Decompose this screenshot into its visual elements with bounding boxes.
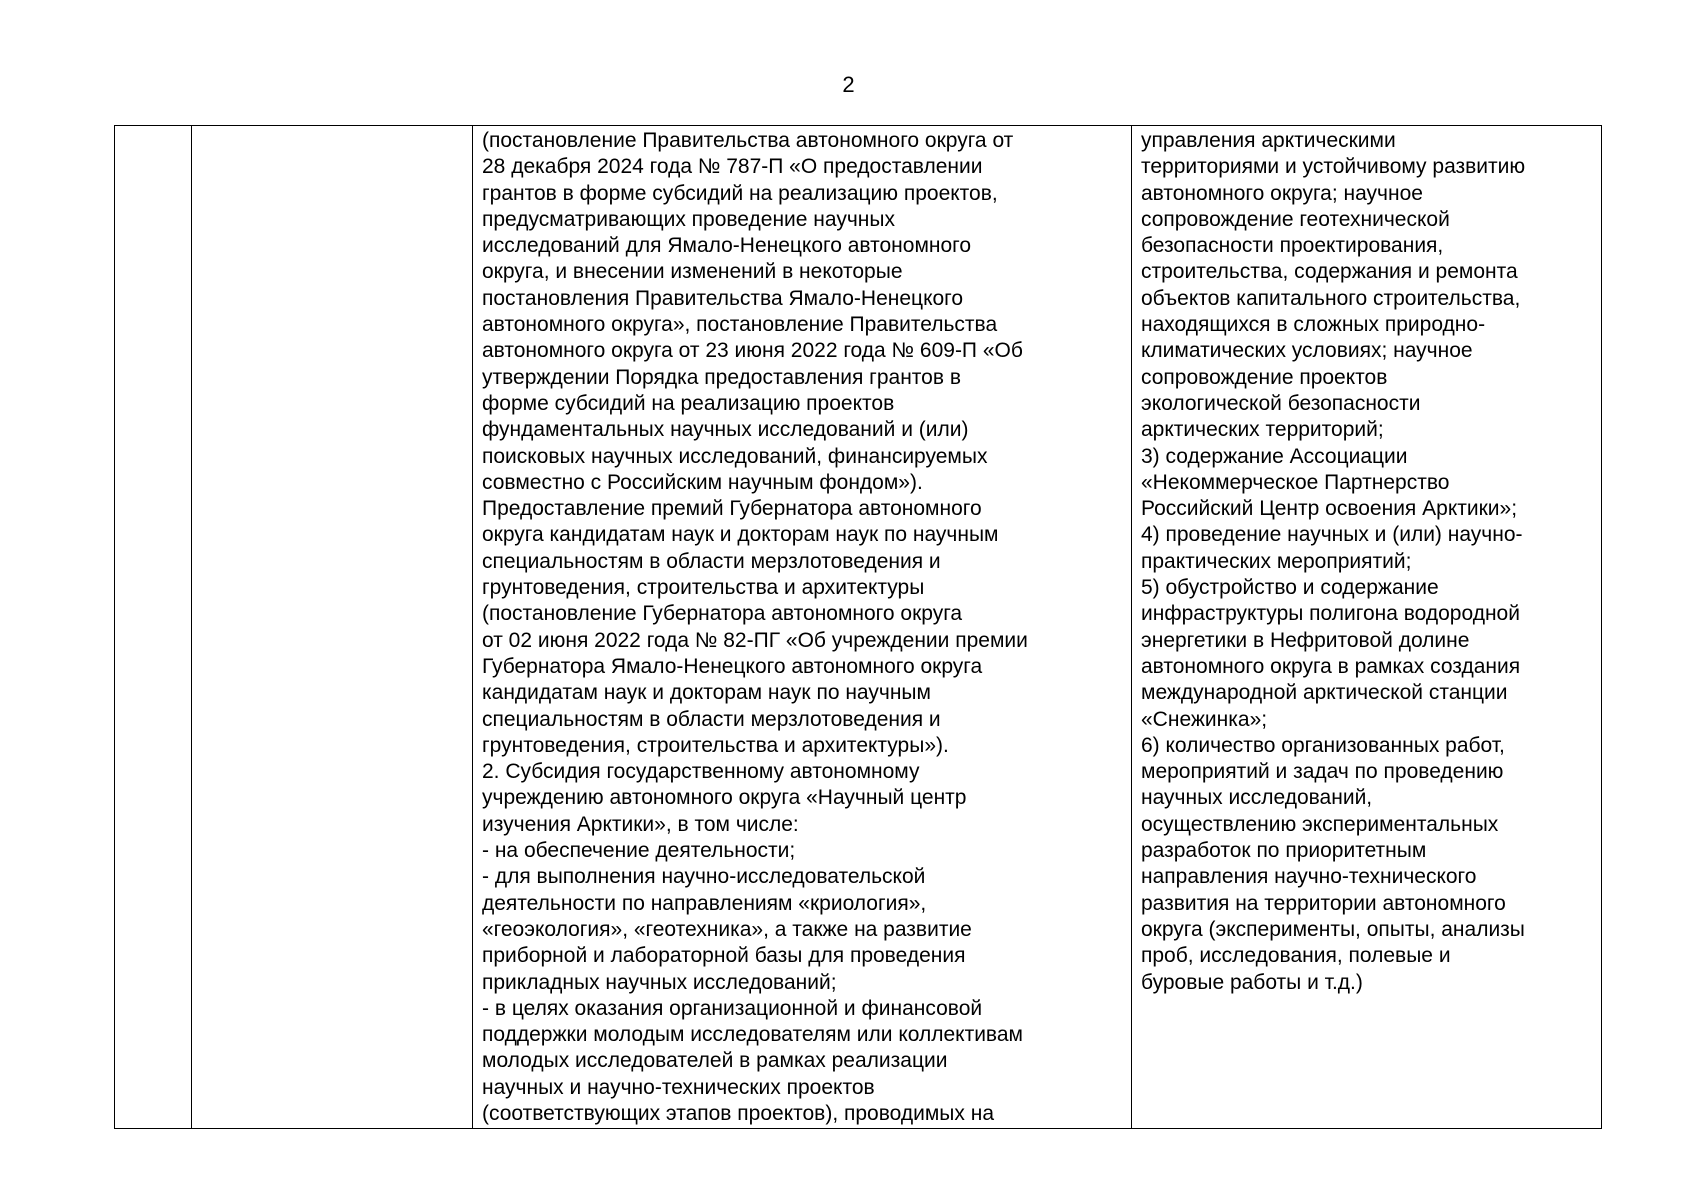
description-line: поисковых научных исследований, финансируемых	[482, 444, 988, 468]
results-line: международной арктической станции	[1141, 681, 1508, 705]
description-line: автономного округа от 23 июня 2022 года № 609-П «Об	[482, 339, 1023, 363]
description-line: от 02 июня 2022 года № 82-ПГ «Об учреждении премии	[482, 628, 1028, 652]
results-line: 6) количество организованных работ,	[1141, 733, 1505, 757]
table-cell-number	[115, 126, 192, 1129]
results-line: проб, исследования, полевые и	[1141, 944, 1451, 968]
description-line: исследований для Ямало-Ненецкого автономного	[482, 234, 972, 258]
results-line: 5) обустройство и содержание	[1141, 576, 1439, 600]
description-line: 2. Субсидия государственному автономному	[482, 760, 920, 784]
description-line: кандидатам наук и докторам наук по научным	[482, 681, 931, 705]
table-cell-name	[192, 126, 473, 1129]
results-line: буровые работы и т.д.)	[1141, 970, 1363, 994]
description-line: Губернатора Ямало-Ненецкого автономного округа	[482, 654, 983, 678]
description-line: округа кандидатам наук и докторам наук по научным	[482, 523, 999, 547]
results-line: «Некоммерческое Партнерство	[1141, 470, 1450, 494]
description-line: учреждению автономного округа «Научный центр	[482, 786, 967, 810]
results-line: осуществлению экспериментальных	[1141, 812, 1499, 836]
description-line: грантов в форме субсидий на реализацию проектов,	[482, 181, 998, 205]
description-line: - в целях оказания организационной и финансовой	[482, 996, 983, 1020]
description-line: форме субсидий на реализацию проектов	[482, 391, 895, 415]
description-line: специальностям в области мерзлотоведения и	[482, 707, 941, 731]
description-line: специальностям в области мерзлотоведения и	[482, 549, 941, 573]
results-line: энергетики в Нефритовой долине	[1141, 628, 1470, 652]
results-line: инфраструктуры полигона водородной	[1141, 602, 1520, 626]
description-line: научных и научно-технических проектов	[482, 1075, 875, 1099]
description-line: деятельности по направлениям «криология»,	[482, 891, 927, 915]
description-line: округа, и внесении изменений в некоторые	[482, 260, 903, 284]
results-line: территориями и устойчивому развитию	[1141, 155, 1526, 179]
description-line: грунтоведения, строительства и архитектуры»).	[482, 733, 949, 757]
description-line: фундаментальных научных исследований и (или)	[482, 418, 969, 442]
results-line: научных исследований,	[1141, 786, 1373, 810]
description-line: прикладных научных исследований;	[482, 970, 837, 994]
results-line: округа (эксперименты, опыты, анализы	[1141, 917, 1525, 941]
results-line: строительства, содержания и ремонта	[1141, 260, 1518, 284]
results-line: сопровождение проектов	[1141, 365, 1388, 389]
results-line: климатических условиях; научное	[1141, 339, 1473, 363]
description-line: молодых исследователей в рамках реализации	[482, 1049, 948, 1073]
description-line: приборной и лабораторной базы для проведения	[482, 944, 966, 968]
description-line: (постановление Губернатора автономного округа	[482, 602, 963, 626]
description-line: (постановление Правительства автономного округа от	[482, 129, 1014, 152]
results-line: мероприятий и задач по проведению	[1141, 760, 1504, 784]
document-table	[114, 125, 1602, 1129]
results-line: 3) содержание Ассоциации	[1141, 444, 1408, 468]
description-line: изучения Арктики», в том числе:	[482, 812, 799, 836]
results-line: находящихся в сложных природно-	[1141, 313, 1486, 337]
results-line: «Снежинка»;	[1141, 707, 1268, 731]
results-line: экологической безопасности	[1141, 391, 1421, 415]
description-line: автономного округа», постановление Правительства	[482, 313, 998, 337]
description-text	[482, 128, 1122, 1127]
results-line: практических мероприятий;	[1141, 549, 1412, 573]
table-cell-description	[473, 126, 1132, 1129]
page-number: 2	[842, 72, 855, 97]
results-line: Российский Центр освоения Арктики»;	[1141, 497, 1518, 521]
description-line: Предоставление премий Губернатора автономного	[482, 497, 982, 521]
results-line: арктических территорий;	[1141, 418, 1384, 442]
description-line: грунтоведения, строительства и архитектуры	[482, 576, 925, 600]
results-line: развития на территории автономного	[1141, 891, 1506, 915]
table-row	[115, 126, 1602, 1129]
description-line: предусматривающих проведение научных	[482, 207, 895, 231]
results-line: сопровождение геотехнической	[1141, 207, 1450, 231]
results-line: безопасности проектирования,	[1141, 234, 1444, 258]
results-line: объектов капитального строительства,	[1141, 286, 1521, 310]
description-line: поддержки молодым исследователям или коллективам	[482, 1023, 1023, 1047]
results-line: управления арктическими	[1141, 129, 1396, 152]
results-line: 4) проведение научных и (или) научно-	[1141, 523, 1523, 547]
description-line: постановления Правительства Ямало-Ненецкого	[482, 286, 964, 310]
description-line: - для выполнения научно-исследовательской	[482, 865, 926, 889]
description-line: «геоэкология», «геотехника», а также на развитие	[482, 917, 972, 941]
results-line: автономного округа; научное	[1141, 181, 1423, 205]
results-line: разработок по приоритетным	[1141, 839, 1427, 863]
description-line: совместно с Российским научным фондом»).	[482, 470, 923, 494]
results-text	[1141, 128, 1592, 996]
description-line: 28 декабря 2024 года № 787-П «О предоставлении	[482, 155, 983, 179]
description-line: (соответствующих этапов проектов), проводимых на	[482, 1101, 994, 1125]
description-line: утверждении Порядка предоставления грантов в	[482, 365, 962, 389]
description-line: - на обеспечение деятельности;	[482, 839, 796, 863]
table-cell-results	[1132, 126, 1602, 1129]
results-line: автономного округа в рамках создания	[1141, 654, 1521, 678]
results-line: направления научно-технического	[1141, 865, 1477, 889]
